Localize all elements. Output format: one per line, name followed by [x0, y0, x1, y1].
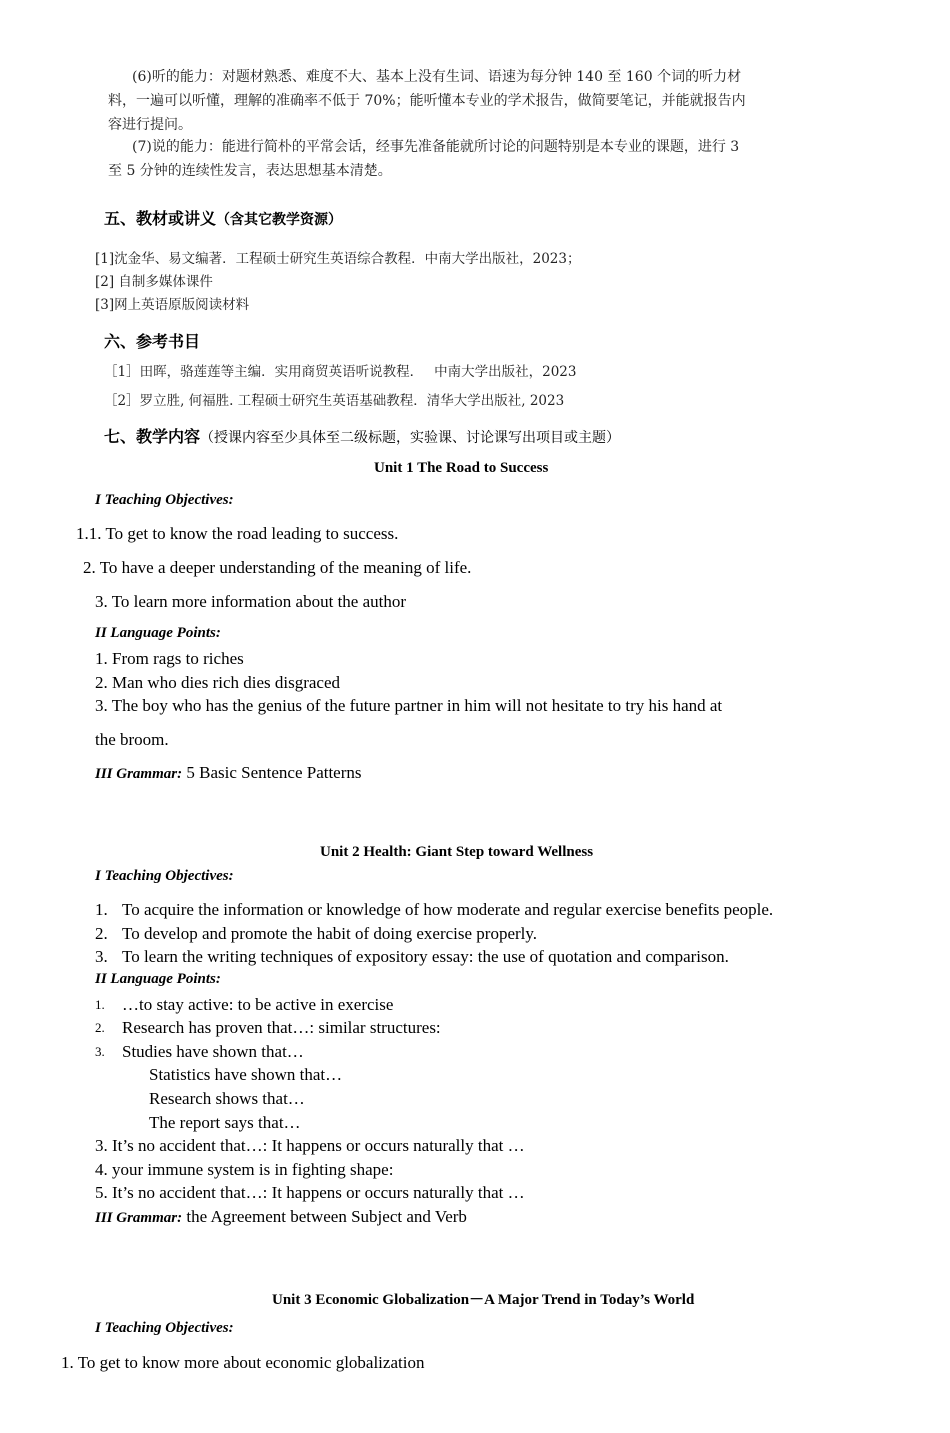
listening-ability-line1: (6)听的能力：对题材熟悉、难度不大、基本上没有生词、语速为每分钟 140 至 160 个词的听力材	[132, 69, 742, 85]
section7-title: 七、教学内容	[104, 427, 201, 446]
unit1-objectives-label: I Teaching Objectives:	[95, 492, 234, 508]
unit1-objective: 1.1. To get to know the road leading to success.	[76, 524, 399, 543]
listening-ability-line2: 料，一遍可以听懂，理解的准确率不低于 70%；能听懂本专业的学术报告，做简要笔记，并能就报告内	[108, 93, 746, 109]
unit2-sub-structure: The report says that…	[149, 1113, 301, 1132]
unit2-objective: To learn the writing techniques of expository essay: the use of quotation and comparison.	[122, 947, 729, 966]
unit2-more-point: 5. It’s no accident that…: It happens or occurs naturally that …	[95, 1183, 525, 1202]
unit2-objective: To develop and promote the habit of doing exercise properly.	[122, 924, 538, 943]
unit1-language-point-continued: the broom.	[95, 730, 169, 749]
listening-ability-line3: 容进行提问。	[108, 117, 192, 133]
unit1-language-point: 1. From rags to riches	[95, 649, 244, 668]
unit3-objective: 1. To get to know more about economic globalization	[61, 1353, 425, 1372]
textbook-item: [3]网上英语原版阅读材料	[95, 297, 250, 313]
unit1-grammar-text: 5 Basic Sentence Patterns	[182, 763, 362, 782]
unit2-sub-structure: Research shows that…	[149, 1089, 305, 1108]
reference-item: ［1］田晖，骆莲莲等主编．实用商贸英语听说教程． 中南大学出版社，2023	[104, 364, 577, 380]
unit2-language-label: II Language Points:	[95, 971, 221, 987]
speaking-ability-line1: (7)说的能力：能进行简朴的平常会话，经事先准备能就所讨论的问题特别是本专业的课题，进行 3	[132, 139, 740, 155]
textbook-item: [1]沈金华、易文编著．工程硕士研究生英语综合教程．中南大学出版社，2023；	[95, 251, 581, 267]
unit2-sub-structure: Statistics have shown that…	[149, 1065, 343, 1084]
reference-item: ［2］罗立胜, 何福胜. 工程硕士研究生英语基础教程．清华大学出版社, 2023	[104, 393, 565, 409]
unit2-language-point: Studies have shown that…	[122, 1042, 304, 1061]
unit2-language-point: …to stay active: to be active in exercise	[122, 995, 394, 1014]
unit2-objectives-label: I Teaching Objectives:	[95, 868, 234, 884]
unit2-lp-number: 3.	[95, 1044, 105, 1059]
unit2-grammar-text: the Agreement between Subject and Verb	[182, 1207, 467, 1226]
unit1-language-point: 2. Man who dies rich dies disgraced	[95, 673, 341, 692]
unit2-more-point: 4. your immune system is in fighting shape:	[95, 1160, 394, 1179]
section7-heading	[104, 424, 620, 447]
unit2-more-point: 3. It’s no accident that…: It happens or occurs naturally that …	[95, 1136, 525, 1155]
unit1-language-point: 3. The boy who has the genius of the future partner in him will not hesitate to try his hand at	[95, 696, 723, 715]
unit1-objective: 3. To learn more information about the author	[95, 592, 407, 611]
unit2-title: Unit 2 Health: Giant Step toward Wellness	[320, 844, 594, 860]
unit2-lp-number: 2.	[95, 1020, 105, 1035]
unit1-language-label: II Language Points:	[95, 625, 221, 641]
unit2-grammar	[95, 1207, 467, 1227]
speaking-ability-line2: 至 5 分钟的连续性发言，表达思想基本清楚。	[108, 163, 392, 179]
textbook-item: [2] 自制多媒体课件	[95, 274, 213, 290]
unit3-objectives-label: I Teaching Objectives:	[95, 1320, 234, 1336]
unit1-grammar	[95, 763, 362, 783]
unit1-objective: 2. To have a deeper understanding of the meaning of life.	[83, 558, 472, 577]
unit2-objective-number: 2.	[95, 924, 108, 943]
unit1-grammar-label: III Grammar:	[95, 766, 183, 782]
unit2-language-point: Research has proven that…: similar structures:	[122, 1018, 441, 1037]
section5-subtitle: （含其它教学资源）	[216, 212, 343, 228]
section5-title: 五、教材或讲义	[104, 209, 217, 228]
unit2-grammar-label: III Grammar:	[95, 1210, 183, 1226]
section5-heading	[104, 206, 342, 229]
unit1-title: Unit 1 The Road to Success	[374, 460, 549, 476]
unit3-title: Unit 3 Economic Globalization－A Major Trend in Today’s World	[272, 1292, 695, 1308]
unit2-objective: To acquire the information or knowledge of how moderate and regular exercise benefits people.	[122, 900, 774, 919]
section7-subtitle: （授课内容至少具体至二级标题，实验课、讨论课写出项目或主题）	[200, 430, 621, 446]
unit2-objective-number: 1.	[95, 900, 108, 919]
unit2-objective-number: 3.	[95, 947, 108, 966]
unit2-lp-number: 1.	[95, 997, 105, 1012]
section6-title: 六、参考书目	[104, 332, 201, 351]
